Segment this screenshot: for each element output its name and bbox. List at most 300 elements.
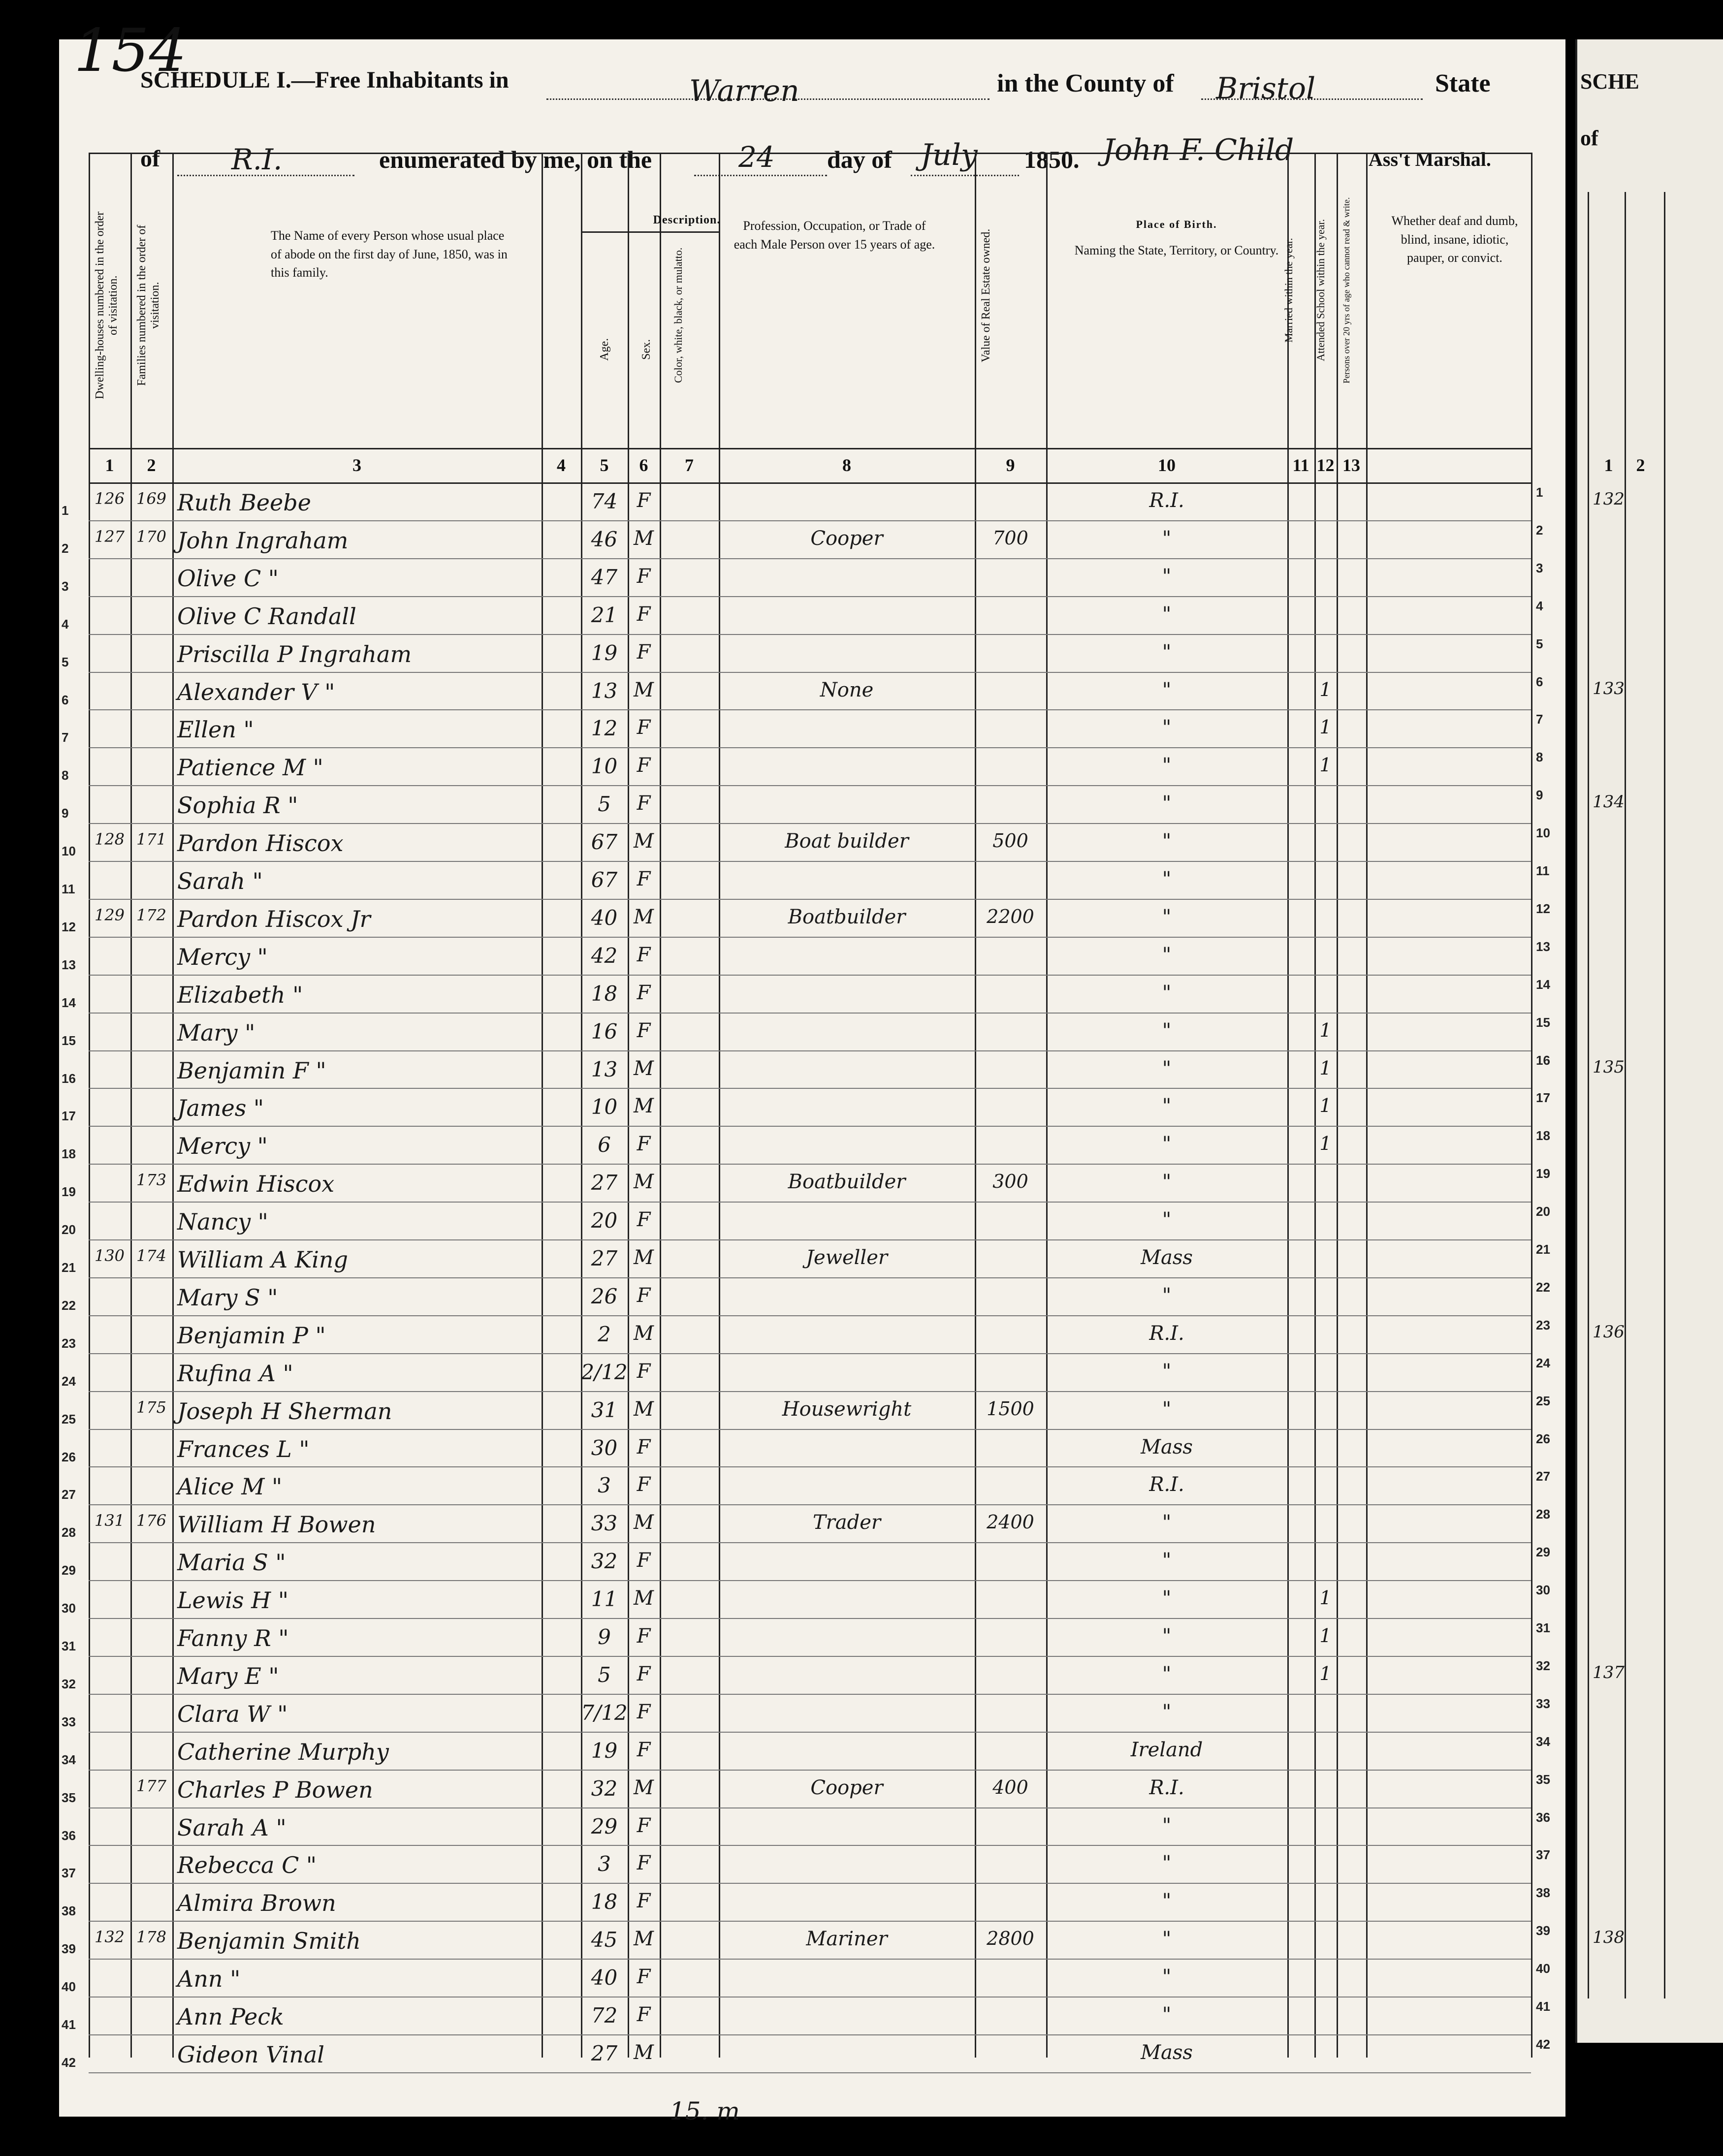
adjacent-column-number: 1: [1604, 455, 1613, 475]
cell-name: Mercy ": [177, 943, 268, 970]
col-10-header: Married within the year.: [1282, 238, 1295, 343]
cell-birth: ": [1162, 1587, 1172, 1610]
line-number: 7: [62, 730, 69, 745]
col-4-header: Age.: [598, 338, 611, 361]
cell-sex: F: [637, 1852, 651, 1875]
right-line-number: 20: [1536, 1204, 1550, 1219]
cell-school: 1: [1319, 1057, 1332, 1079]
line-number: 40: [62, 1979, 76, 1995]
line-number: 5: [62, 654, 69, 669]
cell-age: 3: [598, 1852, 611, 1876]
cell-sex: F: [637, 2003, 651, 2026]
cell-name: Mary ": [177, 1019, 255, 1046]
column-rule: [660, 153, 661, 2058]
cell-sex: M: [634, 1928, 654, 1951]
line-number: 28: [62, 1525, 76, 1540]
cell-sex: F: [637, 1019, 651, 1042]
row-rule: [89, 1504, 1531, 1505]
cell-age: 16: [591, 1019, 618, 1044]
line-number: 8: [62, 768, 69, 783]
cell-birth: ": [1162, 1133, 1172, 1156]
cell-name: Clara W ": [177, 1700, 288, 1727]
cell-sex: F: [637, 868, 651, 890]
cell-name: Frances L ": [177, 1435, 310, 1462]
adjacent-column-rule: [1664, 192, 1665, 1998]
right-line-number: 37: [1536, 1847, 1550, 1863]
line-number: 41: [62, 2017, 76, 2032]
cell-age: 19: [591, 640, 618, 665]
cell-sex: M: [634, 1511, 654, 1534]
cell-value: 500: [992, 830, 1028, 852]
cell-school: 1: [1319, 678, 1332, 700]
column-rule: [975, 153, 976, 2058]
cell-age: 27: [591, 1246, 618, 1270]
cell-age: 3: [598, 1473, 611, 1498]
cell-birth: ": [1162, 2003, 1172, 2026]
column-number: 2: [147, 455, 156, 475]
township: Warren: [689, 74, 799, 108]
marshal-label: Ass't Marshal.: [1369, 148, 1491, 170]
row-rule: [89, 1694, 1531, 1695]
line-number: 30: [62, 1601, 76, 1616]
right-line-number: 30: [1536, 1583, 1550, 1598]
col-9-header: Naming the State, Territory, or Country.: [1074, 243, 1279, 257]
cell-birth: ": [1162, 1700, 1172, 1723]
cell-sex: F: [637, 1133, 651, 1156]
line-number: 10: [62, 844, 76, 859]
cell-name: Almira Brown: [177, 1890, 336, 1917]
line-number: 16: [62, 1071, 76, 1086]
adjacent-column-number: 2: [1636, 455, 1645, 475]
row-rule: [89, 153, 1531, 154]
row-rule: [89, 1239, 1531, 1240]
right-line-number: 13: [1536, 939, 1550, 954]
cell-school: 1: [1319, 754, 1332, 776]
cell-name: Priscilla P Ingraham: [177, 640, 412, 667]
cell-age: 40: [591, 1966, 618, 1990]
cell-dwelling: 129: [94, 905, 125, 924]
cell-sex: F: [637, 1208, 651, 1232]
cell-birth: ": [1162, 1662, 1172, 1685]
col-9-title: Place of Birth.: [1136, 218, 1217, 230]
cell-school: 1: [1319, 1625, 1332, 1647]
cell-school: 1: [1319, 1019, 1332, 1041]
row-rule: [89, 1580, 1531, 1581]
cell-sex: F: [637, 943, 651, 966]
line-number: 26: [62, 1449, 76, 1464]
cell-age: 72: [591, 2003, 618, 2028]
cell-sex: F: [637, 716, 651, 739]
right-line-number: 18: [1536, 1128, 1550, 1143]
row-rule: [89, 1921, 1531, 1922]
cell-family: 170: [136, 527, 167, 546]
adjacent-page-edge: [1575, 39, 1723, 2043]
line-number: 23: [62, 1335, 76, 1351]
cell-sex: M: [634, 1095, 654, 1118]
cell-sex: F: [637, 1700, 651, 1723]
cell-family: 176: [136, 1511, 167, 1530]
col-5-header: Sex.: [640, 339, 653, 360]
cell-age: 2/12: [581, 1360, 628, 1384]
cell-birth: ": [1162, 1284, 1172, 1307]
cell-occupation: Cooper: [810, 1776, 883, 1799]
col-3-header: The Name of every Person whose usual place of abode on the first day of June, 1850, was in this family.: [271, 228, 508, 280]
row-rule: [89, 1315, 1531, 1316]
cell-school: 1: [1319, 1133, 1332, 1155]
cell-school: 1: [1319, 716, 1332, 738]
row-rule: [89, 1807, 1531, 1808]
line-number: 31: [62, 1639, 76, 1653]
column-rule: [719, 153, 720, 2058]
cell-sex: F: [637, 1473, 651, 1496]
right-line-number: 1: [1536, 485, 1543, 500]
column-number: 7: [685, 455, 694, 475]
cell-age: 45: [591, 1928, 618, 1952]
cell-birth: ": [1162, 830, 1172, 853]
cell-sex: M: [634, 2041, 654, 2064]
col-2-header: Families numbered in the order of visitation.: [135, 224, 161, 386]
cell-name: William H Bowen: [177, 1511, 376, 1538]
cell-name: Ellen ": [177, 716, 254, 743]
cell-birth: ": [1162, 981, 1172, 1004]
cell-birth: ": [1162, 905, 1172, 928]
adjacent-dwelling-number: 133: [1593, 678, 1625, 698]
row-rule: [89, 1353, 1531, 1354]
cell-birth: R.I.: [1149, 489, 1184, 512]
line-number: 15: [62, 1033, 76, 1048]
cell-sex: F: [637, 1738, 651, 1761]
cell-sex: F: [637, 792, 651, 815]
cell-family: 178: [136, 1928, 167, 1947]
right-line-number: 34: [1536, 1734, 1550, 1749]
row-rule: [89, 937, 1531, 938]
cell-age: 18: [591, 981, 618, 1006]
cell-name: Edwin Hiscox: [177, 1171, 335, 1198]
cell-birth: R.I.: [1149, 1776, 1184, 1799]
cell-name: Benjamin F ": [177, 1057, 326, 1084]
cell-birth: ": [1162, 1397, 1172, 1421]
cell-occupation: None: [820, 678, 874, 701]
cell-age: 40: [591, 905, 618, 930]
row-rule: [89, 558, 1531, 559]
cell-occupation: Trader: [812, 1511, 881, 1534]
cell-birth: ": [1162, 1966, 1172, 1989]
cell-name: Pardon Hiscox Jr: [177, 905, 371, 932]
cell-dwelling: 126: [94, 489, 125, 508]
adjacent-header-2: of: [1580, 126, 1598, 150]
line-number: 27: [62, 1487, 76, 1502]
cell-sex: F: [637, 1890, 651, 1913]
cell-sex: M: [634, 830, 654, 853]
row-rule: [89, 2034, 1531, 2035]
cell-family: 169: [136, 489, 167, 508]
row-rule: [89, 596, 1531, 597]
line-number: 4: [62, 616, 69, 632]
cell-birth: ": [1162, 943, 1172, 966]
cell-birth: ": [1162, 678, 1172, 701]
county-label: in the County of: [997, 69, 1174, 97]
column-number: 12: [1316, 455, 1335, 475]
line-number: 21: [62, 1260, 76, 1275]
cell-age: 29: [591, 1814, 618, 1839]
cell-name: Nancy ": [177, 1208, 268, 1236]
cell-sex: F: [637, 981, 651, 1004]
day: 24: [738, 140, 775, 174]
adjacent-dwelling-number: 136: [1593, 1322, 1625, 1342]
of-label: of: [140, 146, 160, 172]
cell-name: Maria S ": [177, 1549, 286, 1576]
right-line-number: 21: [1536, 1242, 1550, 1257]
row-rule: [89, 1732, 1531, 1733]
cell-sex: M: [634, 1246, 654, 1269]
cell-birth: ": [1162, 1057, 1172, 1080]
cell-school: 1: [1319, 1587, 1332, 1609]
cell-birth: Mass: [1141, 1435, 1193, 1458]
cell-age: 18: [591, 1890, 618, 1914]
right-line-number: 16: [1536, 1052, 1550, 1068]
line-number: 24: [62, 1373, 76, 1389]
right-line-number: 42: [1536, 2036, 1550, 2052]
cell-age: 32: [591, 1776, 618, 1801]
cell-age: 30: [591, 1435, 618, 1460]
cell-birth: ": [1162, 754, 1172, 777]
column-rule: [1366, 153, 1368, 2058]
state: R.I.: [231, 143, 283, 176]
cell-sex: F: [637, 1360, 651, 1383]
column-number: 8: [842, 455, 851, 475]
state-label: State: [1435, 69, 1491, 97]
cell-name: Ann ": [177, 1966, 241, 1993]
row-rule: [89, 861, 1531, 862]
cell-family: 172: [136, 905, 167, 924]
right-line-number: 8: [1536, 750, 1543, 765]
cell-age: 6: [598, 1133, 611, 1157]
right-line-number: 32: [1536, 1658, 1550, 1673]
cell-age: 13: [591, 678, 618, 703]
column-number: 1: [105, 455, 114, 475]
line-number: 14: [62, 995, 76, 1010]
cell-name: Ann Peck: [177, 2003, 284, 2030]
line-number: 1: [62, 503, 69, 518]
cell-value: 300: [992, 1171, 1028, 1193]
cell-name: John Ingraham: [177, 527, 349, 554]
marshal-name: John F. Child: [1103, 133, 1294, 167]
cell-birth: ": [1162, 1814, 1172, 1837]
row-rule: [89, 747, 1531, 748]
cell-sex: F: [637, 1435, 651, 1458]
row-rule: [89, 634, 1531, 635]
row-rule: [89, 1959, 1531, 1960]
right-line-number: 28: [1536, 1507, 1550, 1522]
row-rule: [89, 2072, 1531, 2073]
cell-birth: ": [1162, 1019, 1172, 1042]
column-number: 13: [1342, 455, 1360, 475]
column-rule: [1287, 153, 1289, 2058]
cell-name: Catherine Murphy: [177, 1738, 389, 1765]
cell-birth: ": [1162, 565, 1172, 588]
cell-sex: M: [634, 1057, 654, 1080]
right-line-number: 12: [1536, 901, 1550, 916]
cell-name: Charles P Bowen: [177, 1776, 373, 1803]
cell-birth: ": [1162, 1890, 1172, 1913]
page-number: 154: [74, 17, 187, 85]
line-number: 35: [62, 1790, 76, 1805]
row-rule: [89, 1391, 1531, 1392]
row-rule: [89, 785, 1531, 786]
schedule-label: SCHEDULE I.—Free Inhabitants in: [140, 67, 509, 93]
right-line-number: 3: [1536, 560, 1543, 575]
cell-sex: M: [634, 1776, 654, 1799]
col-6-header: Color, white, black, or mulatto.: [672, 247, 684, 383]
right-line-number: 19: [1536, 1166, 1550, 1181]
cell-value: 400: [992, 1776, 1028, 1798]
cell-age: 7/12: [581, 1700, 628, 1725]
cell-birth: ": [1162, 1095, 1172, 1118]
column-number: 11: [1292, 455, 1309, 475]
column-number: 3: [352, 455, 361, 475]
right-line-number: 9: [1536, 788, 1543, 803]
row-rule: [89, 482, 1531, 484]
cell-sex: M: [634, 527, 654, 550]
adjacent-dwelling-number: 132: [1593, 489, 1625, 509]
line-number: 19: [62, 1184, 76, 1200]
row-rule: [89, 1618, 1531, 1619]
cell-birth: ": [1162, 527, 1172, 550]
cell-sex: M: [634, 1587, 654, 1610]
row-rule: [89, 823, 1531, 824]
cell-sex: F: [637, 1662, 651, 1685]
row-rule: [89, 1845, 1531, 1846]
line-number: 42: [62, 2055, 76, 2070]
cell-sex: M: [634, 678, 654, 701]
column-number: 6: [639, 455, 648, 475]
cell-dwelling: 131: [94, 1511, 125, 1530]
cell-name: Ruth Beebe: [177, 489, 311, 516]
right-line-number: 11: [1536, 863, 1550, 878]
cell-dwelling: 132: [94, 1928, 125, 1947]
cell-name: Pardon Hiscox: [177, 830, 344, 857]
cell-dwelling: 127: [94, 527, 125, 546]
right-line-number: 15: [1536, 1015, 1550, 1030]
cell-birth: ": [1162, 640, 1172, 664]
day-of-label: day of: [827, 146, 892, 173]
row-rule: [89, 1542, 1531, 1543]
cell-occupation: Housewright: [782, 1397, 912, 1421]
cell-sex: F: [637, 1814, 651, 1837]
line-number: 37: [62, 1866, 76, 1881]
cell-age: 74: [591, 489, 618, 513]
cell-name: Fanny R ": [177, 1625, 289, 1651]
cell-value: 2400: [987, 1511, 1034, 1533]
cell-age: 11: [591, 1587, 618, 1612]
cell-age: 32: [591, 1549, 618, 1574]
cell-occupation: Jeweller: [806, 1246, 888, 1269]
cell-sex: M: [634, 905, 654, 928]
cell-name: Olive C Randall: [177, 602, 356, 630]
adjacent-header-1: SCHE: [1580, 69, 1639, 94]
cell-age: 33: [591, 1511, 618, 1536]
cell-age: 12: [591, 716, 618, 741]
cell-value: 2200: [987, 905, 1034, 927]
cell-dwelling: 128: [94, 830, 125, 849]
line-number: 32: [62, 1676, 76, 1691]
cell-birth: R.I.: [1149, 1473, 1184, 1496]
cell-name: Alexander V ": [177, 678, 335, 705]
line-number: 12: [62, 919, 76, 934]
cell-age: 13: [591, 1057, 618, 1081]
row-rule: [89, 1164, 1531, 1165]
column-rule: [1337, 153, 1338, 2058]
cell-value: 2800: [987, 1928, 1034, 1950]
adjacent-column-rule: [1625, 192, 1626, 1998]
cell-name: James ": [177, 1095, 264, 1122]
cell-birth: ": [1162, 1625, 1172, 1648]
cell-occupation: Boatbuilder: [788, 905, 906, 928]
line-number: 2: [62, 540, 69, 556]
cell-birth: Ireland: [1130, 1738, 1203, 1761]
cell-birth: ": [1162, 1852, 1172, 1875]
cell-sex: M: [634, 1322, 654, 1345]
row-rule: [89, 1770, 1531, 1771]
right-line-number: 6: [1536, 674, 1543, 689]
col-7-header: Profession, Occupation, or Trade of each Male Person over 15 years of age.: [734, 219, 935, 252]
cell-age: 42: [591, 943, 618, 968]
cell-age: 47: [591, 565, 618, 589]
cell-age: 19: [591, 1738, 618, 1763]
cell-birth: Mass: [1141, 2041, 1193, 2064]
right-line-number: 7: [1536, 712, 1543, 727]
row-rule: [89, 975, 1531, 976]
line-number: 34: [62, 1752, 76, 1767]
cell-age: 9: [598, 1625, 611, 1649]
col-11-header: Attended School within the year.: [1314, 219, 1327, 362]
right-line-number: 40: [1536, 1961, 1550, 1976]
cell-family: 171: [136, 830, 167, 849]
cell-age: 2: [598, 1322, 611, 1346]
right-line-number: 25: [1536, 1393, 1550, 1408]
cell-age: 26: [591, 1284, 618, 1308]
cell-name: Benjamin Smith: [177, 1928, 361, 1955]
right-line-number: 24: [1536, 1355, 1550, 1370]
cell-age: 5: [598, 792, 611, 817]
cell-birth: ": [1162, 602, 1172, 626]
cell-name: Alice M ": [177, 1473, 283, 1500]
cell-birth: Mass: [1141, 1246, 1193, 1269]
line-number: 18: [62, 1146, 76, 1162]
cell-age: 27: [591, 2041, 618, 2065]
cell-age: 10: [591, 754, 618, 779]
right-line-number: 31: [1536, 1620, 1550, 1635]
cell-name: Elizabeth ": [177, 981, 303, 1008]
line-number: 36: [62, 1828, 76, 1843]
line-number: 9: [62, 806, 69, 821]
adjacent-column-rule: [1588, 192, 1589, 1998]
cell-occupation: Boatbuilder: [788, 1171, 906, 1194]
row-rule: [89, 1088, 1531, 1089]
line-number: 20: [62, 1222, 76, 1237]
cell-value: 700: [992, 527, 1028, 549]
cell-sex: F: [637, 489, 651, 512]
cell-school: 1: [1319, 1662, 1332, 1684]
col-8-header: Value of Real Estate owned.: [980, 228, 992, 362]
row-rule: [89, 899, 1531, 900]
cell-sex: F: [637, 565, 651, 588]
right-line-number: 36: [1536, 1809, 1550, 1825]
column-rule: [542, 153, 543, 2058]
line-number: 39: [62, 1941, 76, 1957]
column-number: 4: [557, 455, 566, 475]
row-rule: [89, 1429, 1531, 1430]
